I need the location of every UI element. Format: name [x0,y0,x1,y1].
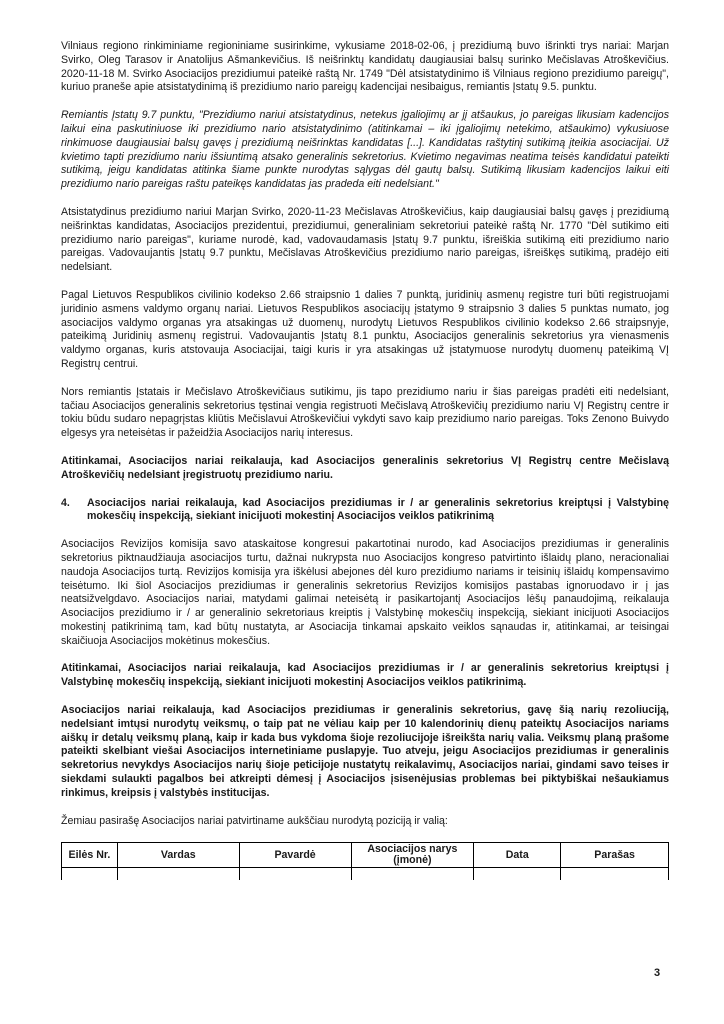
paragraph-election: Vilniaus regiono rinkiminiame regioniniame susirinkime, vykusiame 2018-02-06, į prezidiumą buvo išrinkti trys nariai: Marjan Svirko, Oleg Tarasov ir Anatolijus Ašmankevičius. Iš neišrinktų kandidatų daugiausiai balsų surinko Mečislavas Atroškevičius. 2020-11-18 M. Svirko Asociacijos prezidiumui pateikė raštą Nr. 1749 "Dėl atsistatydinimo iš Vilniaus regiono prezidiumo pareigų", kuriuo praneše apie atsistatydinimą iš prezidiumo nario pareigų kadencijai nesibaigus, remiantis Įstatų 9.5. punktu. [61,40,669,94]
header-signature: Parašas [561,843,669,868]
signature-table [61,842,669,880]
header-date: Data [474,843,561,868]
header-member-company: Asociacijos narys (įmonė) [351,843,474,868]
table-header-row [62,843,669,868]
paragraph-revision-commission: Asociacijos Revizijos komisija savo ataskaitose kongresui pakartotinai nurodo, kad Asociacijos prezidiumas ir generalinis sekretorius piktnaudžiauja asociacijos turtu, dažnai nukrypsta nuo Asociacijos kongreso patvirtinto išlaidų plano, neracionaliai naudoja Asociacijos turtą. Revizijos komisija yra iškėlusi abejones dėl kuro prezidiumo nariams ir teisinių išlaidų kompensavimo teisėtumo. Iki šiol Asociacijos prezidiumas ir generalinis sekretorius Revizijos komisijos pastabas ignoruodavo ir į jas neatsižvelgdavo. Asociacijos nariai, matydami galimai neteisėtą ir pasikartojantį Asociacijos lėšų panaudojimą, reikalauja Asociacijos prezidiumo ir / ar generalinio sekretoriaus kreiptis į Valstybinę mokesčių inspekciją, siekiant inicijuoti Asociacijos mokestinį patikrinimą tam, kad būtų nustatyta, ar Asociacija tinkamai apskaito veiklos sąnaudas ir, atitinkamai, ar teisingai skaičiuoja Asociacijos mokėtinus mokesčius. [61,538,669,647]
paragraph-registration-obstacle: Nors remiantis Įstatais ir Mečislavo Atroškevičiaus sutikimu, jis tapo prezidiumo nariu ir šias pareigas pradėti eiti nedelsiant, tačiau Asociacijos generalinis sekretorius tęstinai vengia registruoti Mečislavą Atroškevičių prezidiumo nariu VĮ Registrų centre ir tokiu būdu sudaro nepagrįstas kliūtis Mečislavui Atroškevičiui vykdyti savo kaip prezidiumo nario pareigas. Toks Zenono Buivydo elgesys yra neteisėtas ir pažeidžia Asociacijos narių interesus. [61,385,669,440]
paragraph-signatories-intro: Žemiau pasirašę Asociacijos nariai patvirtiname aukščiau nurodytą poziciją ir valią: [61,814,448,827]
header-first-name: Vardas [117,843,239,868]
page-number: 3 [654,967,661,979]
table-row [62,868,669,881]
demand-tax-inspection: Atitinkamai, Asociacijos nariai reikalauja, kad Asociacijos prezidiumas ir / ar generalinis sekretorius kreiptųsi į Valstybinę mokesčių inspekciją, siekiant inicijuoti mokestinį Asociacijos veiklos patikrinimą. [61,662,669,689]
section-heading-4 [61,497,669,525]
demand-action-plan: Asociacijos nariai reikalauja, kad Asociacijos prezidiumas ir generalinis sekretorius, gavę šią narių rezoliuciją, nedelsiant imtųsi nurodytų veiksmų, o taip pat ne vėliau kaip per 10 kalendorinių dienų pateiktų Asociacijos nariams aiškų ir detalų veiksmų planą, kaip ir kada bus vykdoma šioje rezoliucijoje išreikšta narių valia. Veiksmų planą prašome pateikti skelbiant viešai Asociacijos internetiniame puslapyje. Tuo atveju, jeigu Asociacijos prezidiumas ir generalinis sekretorius nevykdys Asociacijos narių šioje peticijoje nustatytų reikalavimų, Asociacijos nariai, gindami savo teises ir siekdami sulaukti pagalbos bei atkreipti dėmesį į Asociacijos įsisenėjusias problemas bei piktybiškai nešaukiamus rinkimus, kreipsis į valstybės institucijas. [61,704,669,799]
header-last-name: Pavardė [239,843,351,868]
demand-registration: Atitinkamai, Asociacijos nariai reikalauja, kad Asociacijos generalinis sekretorius VĮ Registrų centre Mečislavą Atroškevičių nedelsiant įregistruotų prezidiumo nariu. [61,454,669,481]
header-row-number: Eilės Nr. [62,843,118,868]
paragraph-consent: Atsistatydinus prezidiumo nariui Marjan Svirko, 2020-11-23 Mečislavas Atroškevičius, kaip daugiausiai balsų gavęs į prezidiumą neišrinktas kandidatas, Asociacijos prezidentui, prezidiumui, generaliniam sekretoriui pateikė raštą Nr. 1770 "Dėl sutikimo eiti prezidiumo nario pareigas", kuriame nurodė, kad, vadovaudamasis Įstatų 9.7 punktu, išreiškia sutikimą eiti prezidiumo nario pareigas. Vadovaujantis Įstatų 9.7 punktu, Mečislavas Atroškevičius prezidiumo nario pareigas, išreiškęs sutikimą, pradėjo eiti nedelsiant. [61,205,669,274]
document-page [61,40,669,880]
section-number: 4. [61,496,70,509]
paragraph-statute-quote: Remiantis Įstatų 9.7 punktu, "Prezidiumo nariui atsistatydinus, netekus įgaliojimų ar jį atšaukus, jo pareigas likusiam kadencijos laikui eina paskutiniuose iki prezidiumo nario atsistatydinimo (atitinkamai – iki įgaliojimų netekimo, atšaukimo) vykusiuose rinkimuose daugiausiai balsų gavęs į prezidiumą neišrinktas kandidatas [...]. Kandidatas raštytinį sutikimą įteikia asociacijai. Už kvietimo tapti prezidiumo nariu išsiuntimą atsako generalinis sekretorius. Kvietimo negavimas neatima teisės kandidatui pateikti sutikimą, jeigu kandidatas atitinka šiame punkte nurodytas sąlygas dėl gautų balsų. Sutikimą likusiam kadencijos laikui eiti prezidiumo nario pareigas raštu pateikęs kandidatas jas pradeda eiti nedelsiant." [61,109,669,191]
paragraph-civil-code: Pagal Lietuvos Respublikos civilinio kodekso 2.66 straipsnio 1 dalies 7 punktą, juridinių asmenų registre turi būti registruojami juridinio asmens valdymo organų nariai. Lietuvos Respublikos asociacijų įstatymo 9 straipsnio 3 dalies 5 punktas numato, jog asociacijos valdymo organas yra atsakingas už duomenų, nurodytų Lietuvos Respublikos civilinio kodekso 2.66 straipsnyje, pateikimą Juridinių asmenų registrui. Vadovaujantis Įstatų 8.1 punktu, Asociacijos generalinis sekretorius yra vienasmenis valdymo organas, kuris atstovauja Asociacijai, taigi kuris ir yra atsakingas už įstatymuose nurodytų duomenų pateikimą VĮ Registrų centrui. [61,288,669,370]
section-title: Asociacijos nariai reikalauja, kad Asociacijos prezidiumas ir / ar generalinis sekretorius kreiptųsi į Valstybinę mokesčių inspekciją, siekiant inicijuoti mokestinį Asociacijos veiklos patikrinimą [87,496,669,523]
